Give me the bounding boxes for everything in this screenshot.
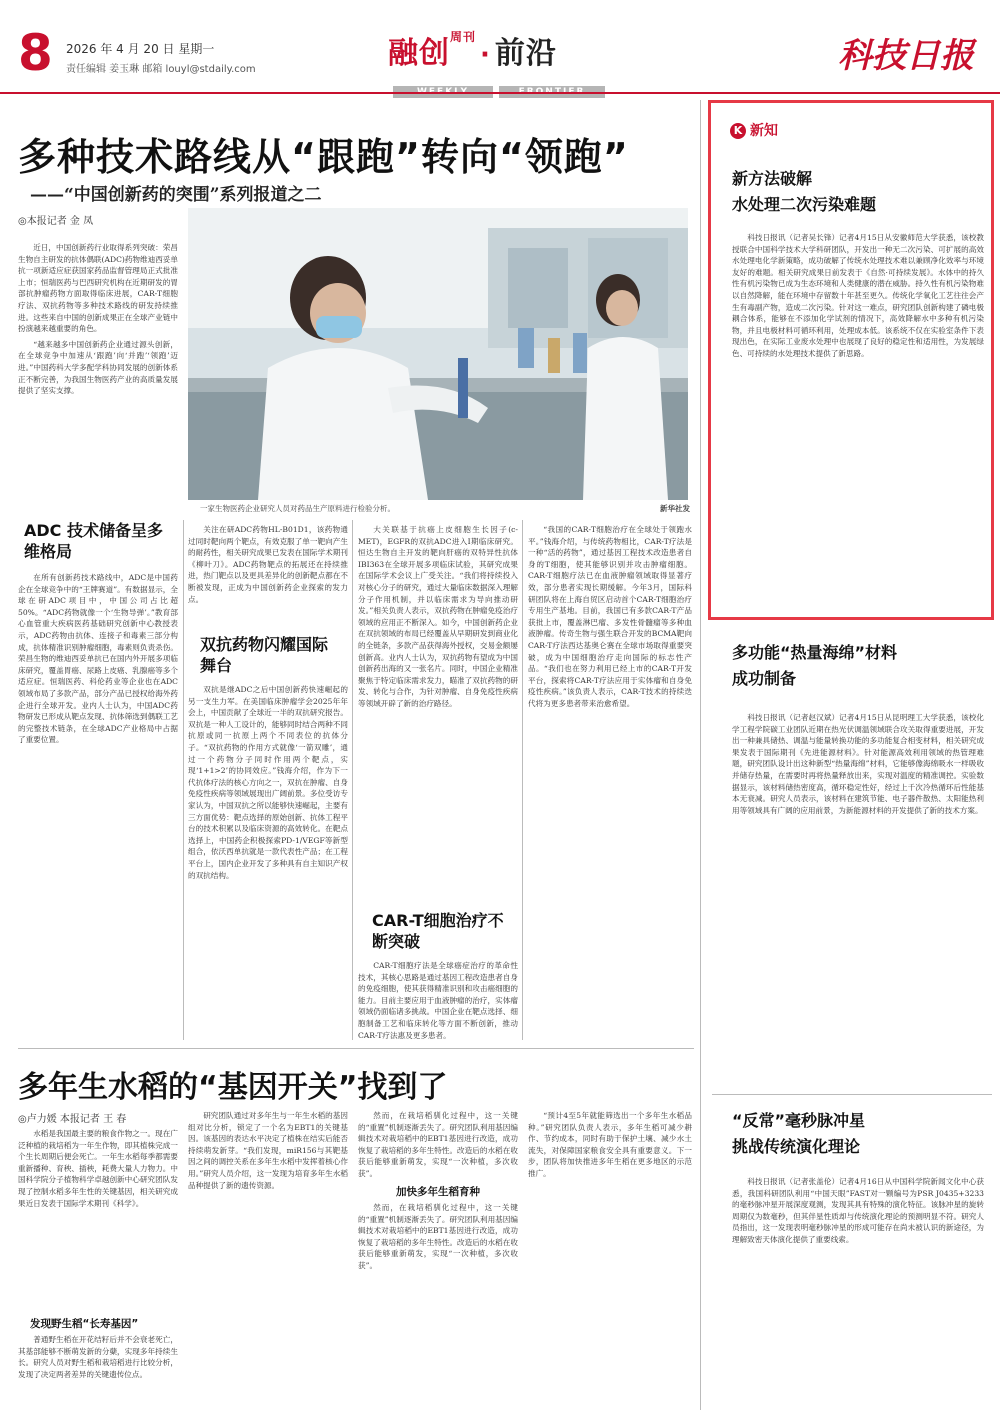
story2-title — [732, 640, 897, 692]
newspaper-logo: 科技日报 — [838, 36, 974, 76]
photo-caption — [200, 503, 690, 514]
subhead-cart: CAR-T细胞治疗不断突破 — [372, 911, 504, 951]
column-rule — [522, 520, 523, 1040]
photo-caption-text: 一家生物医药企业研究人员对药品生产原料进行检验分析。 — [200, 504, 395, 513]
story1-title-line1: 新方法破解 — [732, 169, 813, 188]
k-icon: K — [730, 123, 746, 139]
section-title-weekly: 周刊 — [450, 30, 477, 44]
story1-title-line2: 水处理二次污染难题 — [732, 195, 877, 214]
page-number: 8 — [18, 24, 53, 82]
lead-col1-text: 在所有创新药技术路线中，ADC是中国药企在全球竞争中的“王牌赛道”。有数据显示，全球在研ADC项目中，中国公司占比超50%。“ADC药物就像一个‘生物导弹’。”教育部心血管重大疾病医药基础研究创新中心教授表示，ADC药物由抗体、连接子和毒素三部分构成，抗体精准识别肿瘤细胞，毒素则负责杀伤。荣昌生物的维迪西妥单抗已在国内外开展多项临床研究，覆盖胃癌、尿路上皮癌、乳腺癌等多个适应症。恒瑞医药、科伦药业等企业也在ADC领域布局了多款产品，部分产品已授权给海外药企进行全球开发。业内人士认为，中国ADC药物研发已形成从靶点发现、抗体筛选到偶联工艺的完整技术链条，在全球ADC产业格局中占据了重要位置。 — [18, 573, 178, 745]
rice-minihead-1: 发现野生稻“长寿基因” — [30, 1318, 139, 1330]
lead-intro — [18, 242, 178, 504]
section-divider — [712, 1094, 992, 1095]
xinzhi-label: 新知 — [750, 123, 778, 139]
rice-col4-text: “预计4至5年就能筛选出一个多年生水稻品种。”研究团队负责人表示，多年生稻可减少耕作、节约成本，同时有助于保护土壤、减少水土流失，对保障国家粮食安全具有重要意义。下一步，团队将加快推进多年生稻在更多地区的示范推广。 — [528, 1111, 692, 1178]
story3-title-line2: 挑战传统演化理论 — [732, 1137, 861, 1156]
issue-date: 2026 年 4 月 20 日 星期一 — [66, 42, 215, 56]
photo-credit: 新华社发 — [660, 504, 690, 513]
section-title-frontier: 前沿 — [494, 36, 557, 71]
rice-col3-text: 然而，在栽培稻驯化过程中，这一关键的“重置”机制逐渐丢失了。研究团队利用基因编辑技术对栽培稻中的EBT1基因进行改造，成功恢复了栽培稻的多年生特性。改造后的水稻在收获后能够重新萌发，实现“一次种植，多次收获”。 — [358, 1111, 518, 1178]
rice-col1-text-b: 普通野生稻在开花结籽后并不会衰老死亡，其基部能够不断萌发新的分蘖，实现多年持续生长。研究人员对野生稻和栽培稻进行比较分析，发现了决定两者差异的关键遗传位点。 — [18, 1335, 178, 1379]
lead-headline: 多种技术路线从“跟跑”转向“领跑” — [18, 135, 629, 179]
editor-line: 责任编辑 姜玉琳 邮箱 louyl@stdaily.com — [66, 64, 256, 75]
story1-text: 科技日报讯（记者吴长锋）记者4月15日从安徽师范大学获悉，该校教授联合中国科学技术大学科研团队，开发出一种无二次污染、可扩展的高效水处理电化学新策略，成功破解了传统水处理技术难以兼顾净化效率与环境友好的难题。相关研究成果日前发表于《自然·可持续发展》。水体中的持久性有机污染物已成为生态环境和人类健康的潜在威胁。持久性有机污染物难以自然降解，能在环境中存留数十年甚至更久。传统化学氧化工艺往往会产生有毒副产物，造成二次污染。针对这一难点，研究团队创新构建了磷电极耦合体系，能够在不添加化学试剂的情况下，高效降解水中多种有机污染物，并且电极材料可循环利用，处理成本低。该系统不仅在实验室条件下表现出色，在实际工业废水处理中也展现了良好的稳定性和适用性，为发展绿色、可持续的水处理技术提供了新思路。 — [732, 233, 984, 358]
column-rule — [700, 100, 701, 1410]
lead-col3-text-b: CAR-T细胞疗法是全球癌症治疗的革命性技术，其核心思路是通过基因工程改造患者自身的免疫细胞，使其获得精准识别和攻击癌细胞的能力。目前主要应用于血液肿瘤的治疗，实体瘤领域仍面临诸多挑战。中国企业在靶点选择、细胞制备工艺和临床转化等方面不断创新，推动CAR-T疗法惠及更多患者。 — [358, 961, 518, 1040]
column-rule — [183, 520, 184, 1040]
story3-title — [732, 1108, 865, 1160]
story1-title — [732, 166, 876, 218]
lead-col3-text: 大关联基于抗癌上皮细胞生长因子(c-MET)，EGFR的双抗ADC进入I期临床研究。恒达生物自主开发的靶向肝癌的双特异性抗体IBI363在全球开展多项临床试验，其研究成果在国际学术会议上广受关注。“我们将持续投入对核心分子的研究，通过大量临床数据深入理解分子作用机制，并以临床需求为导向推动研发。”相关负责人表示，双抗药物在肿瘤免疫治疗领域的应用正不断深入。如今，中国创新药企业在双抗领域的布局已经覆盖从早期研发到商业化的全链条，多款产品获得海外授权，交易金额屡创新高。业内人士认为，双抗药物有望成为中国创新药出海的又一张名片。同时，中国企业精准聚焦于特定临床需求发力，瞄准了双抗药物的研发、转化与合作，为针对肿瘤、自身免疫性疾病等领域开辟了新的治疗路径。 — [358, 525, 518, 708]
lead-col2-text-b: 双抗是继ADC之后中国创新药快速崛起的另一支生力军。在美国临床肿瘤学会2025年年会上，中国贡献了全球近一半的双抗研究报告。双抗是一种人工设计的，能够同时结合两种不同抗原或同一抗原上两个不同表位的抗体分子。“双抗药物的作用方式就像‘一箭双雕’，通过一个药物分子同时作用两个靶点，实现‘1+1>2’的协同效应。”钱海介绍，作为下一代抗体疗法的核心方向之一，双抗在肿瘤、自身免疫性疾病等领域展现出广阔前景。多位受访专家认为，中国双抗之所以能够快速崛起，主要有三方面优势：靶点选择的原始创新、抗体工程平台的技术积累以及临床资源的高效转化。在靶点选择上，中国药企积极探索PD-1/VEGF等新型组合，依沃西单抗就是一款代表性产品；在工程平台上，国内企业开发了多种具有自主知识产权的双抗结构。 — [188, 685, 348, 880]
masthead-rule — [0, 92, 1000, 94]
rice-col2-text: 研究团队通过对多年生与一年生水稻的基因组对比分析，锁定了一个名为EBT1的关键基因。该基因的表达水平决定了植株在结实后能否持续萌发新芽。“我们发现，miR156与其靶基因之间的调控关系在多年生水稻中发挥着核心作用。”研究人员介绍，这一发现为培育多年生水稻品种提供了新的遗传资源。 — [188, 1111, 348, 1190]
story3-title-line1: “反常”毫秒脉冲星 — [732, 1111, 866, 1130]
rice-minihead-2: 加快多年生稻育种 — [396, 1186, 480, 1198]
story2-title-line1: 多功能“热量海绵”材料 — [732, 643, 898, 662]
rice-col3-text-b: 然而，在栽培稻驯化过程中，这一关键的“重置”机制逐渐丢失了。研究团队利用基因编辑技术对栽培稻中的EBT1基因进行改造，成功恢复了栽培稻的多年生特性。改造后的水稻在收获后能够重新萌发，实现“一次种植，多次收获”。 — [358, 1203, 518, 1270]
lead-byline: ◎本报记者 金 凤 — [18, 216, 94, 227]
story2-title-line2: 成功制备 — [732, 669, 797, 688]
subhead-adc: ADC 技术储备呈多维格局 — [24, 521, 163, 561]
xinzhi-badge — [730, 120, 778, 140]
column-rule — [352, 520, 353, 1040]
subhead-bispecific: 双抗药物闪耀国际舞台 — [200, 635, 329, 675]
rice-byline: ◎卢力媛 本报记者 王 春 — [18, 1114, 127, 1125]
lead-subheadline: ——“中国创新药的突围”系列报道之二 — [30, 185, 322, 205]
lead-intro-p1: 近日，中国创新药行业取得系列突破：荣昌生物自主研发的抗体偶联(ADC)药物维迪西妥单抗一项新适应症获国家药品监督管理局正式批准上市；恒瑞医药与巴西研究机构在近期研发的胃部抗肿瘤药物方面取得临床进展，CAR-T细胞疗法、双抗药物等多种技术路线的研发持续推进。这些来自中国的创新成果正在全球产业链中扮演越来越重要的角色。 — [18, 243, 178, 334]
lead-intro-p2: “越来越多中国创新药企业通过源头创新，在全球竞争中加速从‘跟跑’向‘并跑’‘领跑’迈进。”中国药科大学多配学科协同发展的创新体系正不断完善，为我国生物医药产业的高质量发展提供了坚实支撑。 — [18, 339, 178, 396]
story2-text: 科技日报讯（记者赵汉斌）记者4月15日从昆明理工大学获悉，该校化学工程学院碳工业团队近期在热光伏调温领域联合攻关取得重要进展，开发出一种兼具储热、调温与能量转换功能的多功能复合相变材料，相关研究成果发表于国际期刊《先进能源材料》。针对能源高效利用领域的热管理难题，研究团队设计出这种新型“热量海绵”材料，它能够像海绵吸水一样吸收并储存热量，在需要时再将热量释放出来，实现对温度的精准调控。实验数据显示，该材料储热密度高，循环稳定性好，经过上千次冷热循环后性能基本无衰减。研究人员表示，该材料在建筑节能、电子器件散热、太阳能热利用等领域具有广阔的应用前景，为新能源材料的开发提供了新的技术方案。 — [732, 713, 984, 815]
section-divider — [18, 1048, 694, 1049]
lead-col4-text: “我国的CAR-T细胞治疗在全球处于领跑水平。”钱海介绍，与传统药物相比，CAR-T疗法是一种“活的药物”，通过基因工程技术改造患者自身的T细胞，使其能够识别并攻击肿瘤细胞。CAR-T细胞疗法已在血液肿瘤领域取得显著疗效，部分患者实现长期缓解。今年3月，国际科研团队将在上海自贸区启动首个CAR-T细胞治疗专用生产基地。目前，我国已有多款CAR-T产品获批上市，覆盖淋巴瘤、多发性骨髓瘤等多种血液肿瘤。传奇生物与强生联合开发的BCMA靶向CAR-T疗法西达基奥仑赛在全球市场取得重要突破，成为中国细胞治疗走向国际的标志性产品。“我们也在努力利用已经上市的CAR-T开发平台，探索将CAR-T疗法应用于实体瘤和自身免疫性疾病。”该负责人表示，CAR-T技术的持续迭代将为更多患者带来治愈希望。 — [528, 525, 692, 708]
lab-photo-illustration — [188, 208, 688, 500]
lab-photo — [188, 208, 688, 500]
story3-text: 科技日报讯（记者张盖伦）记者4月16日从中国科学院新闻文化中心获悉，我国科研团队利用“中国天眼”FAST对一颗编号为PSR J0435+3233的毫秒脉冲星开展深度观测，发现其具有特殊的演化特征。该脉冲星的旋转周期仅为数毫秒，但其伴星性质却与传统演化理论的预测明显不符。研究人员指出，这一发现表明毫秒脉冲星的形成可能存在尚未被认识的新途径，为理解致密天体演化提供了重要线索。 — [732, 1177, 984, 1244]
rice-col1-text: 水稻是我国最主要的粮食作物之一。现在广泛种植的栽培稻为一年生作物，即其植株完成一个生长周期后便会死亡。一年生水稻每季都需要重新播种、育秧、插秧，耗费大量人力物力。中国科学院分子植物科学卓越创新中心研究团队发现了控制水稻多年生性的关键基因，相关研究成果近日发表于国际学术期刊《科学》。 — [18, 1129, 178, 1208]
rice-headline: 多年生水稻的“基因开关”找到了 — [18, 1070, 448, 1105]
lead-col2-text: 关注在研ADC药物HL-B01D1，该药物通过同时靶向两个靶点，有效克服了单一靶向产生的耐药性，相关研究成果已发表在国际学术期刊《柳叶刀》。ADC药物靶点的拓展还在持续推进，热门靶点以及更具差异化的创新靶点都在不断被发现，正成为中国创新药企业探索的发力点。 — [188, 525, 348, 604]
section-title-main: 融创 — [388, 36, 450, 71]
section-title: 融创$^{周刊}$· 前沿 — [388, 30, 557, 71]
section-labels — [393, 79, 605, 91]
